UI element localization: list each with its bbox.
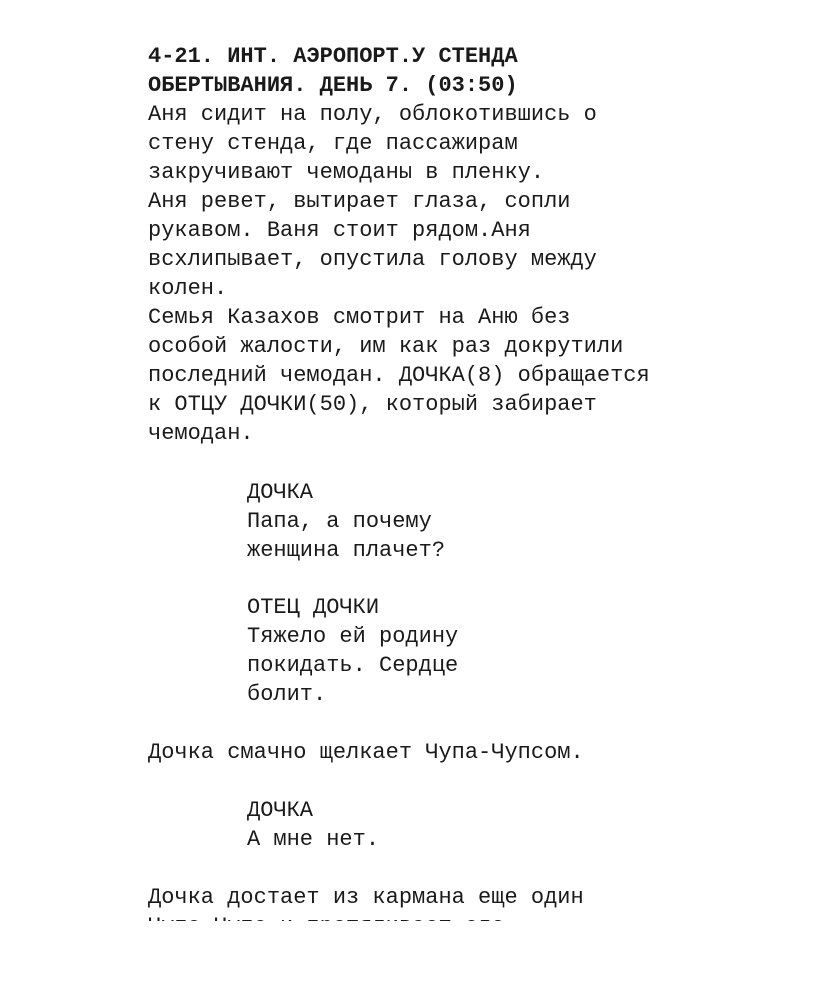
action-line: Семья Казахов смотрит на Аню без <box>148 305 571 330</box>
action-line: последний чемодан. ДОЧКА(8) обращается <box>148 363 650 388</box>
character-name: ДОЧКА <box>247 480 314 505</box>
action-line: всхлипывает, опустила голову между <box>148 247 597 272</box>
action-line: стену стенда, где пассажирам <box>148 131 518 156</box>
dialogue-line: Папа, а почему <box>247 509 432 534</box>
action-line: колен. <box>148 276 228 301</box>
character-name: ОТЕЦ ДОЧКИ <box>247 595 380 620</box>
dialogue-line: покидать. Сердце <box>247 653 459 678</box>
action-line: Аня сидит на полу, облокотившись о <box>148 102 597 127</box>
scene-heading-line-1: 4-21. ИНТ. АЭРОПОРТ.У СТЕНДА <box>148 44 518 69</box>
dialogue-line: А мне нет. <box>247 827 380 852</box>
action-line: закручивают чемоданы в пленку. <box>148 160 545 185</box>
dialogue-line: Тяжело ей родину <box>247 624 459 649</box>
action-line: Аня ревет, вытирает глаза, сопли <box>148 189 571 214</box>
action-line: чемодан. <box>148 421 254 446</box>
dialogue-line: болит. <box>247 682 327 707</box>
dialogue-line: женщина плачет? <box>247 538 446 563</box>
action-line: особой жалости, им как раз докрутили <box>148 334 624 359</box>
page-crop-mask <box>140 921 700 941</box>
action-line: к ОТЦУ ДОЧКИ(50), который забирает <box>148 392 597 417</box>
action-line: Дочка достает из кармана еще один <box>148 885 584 910</box>
scene-heading-line-2: ОБЕРТЫВАНИЯ. ДЕНЬ 7. (03:50) <box>148 73 518 98</box>
action-line: Дочка смачно щелкает Чупа-Чупсом. <box>148 740 584 765</box>
character-name: ДОЧКА <box>247 798 314 823</box>
action-line: рукавом. Ваня стоит рядом.Аня <box>148 218 531 243</box>
